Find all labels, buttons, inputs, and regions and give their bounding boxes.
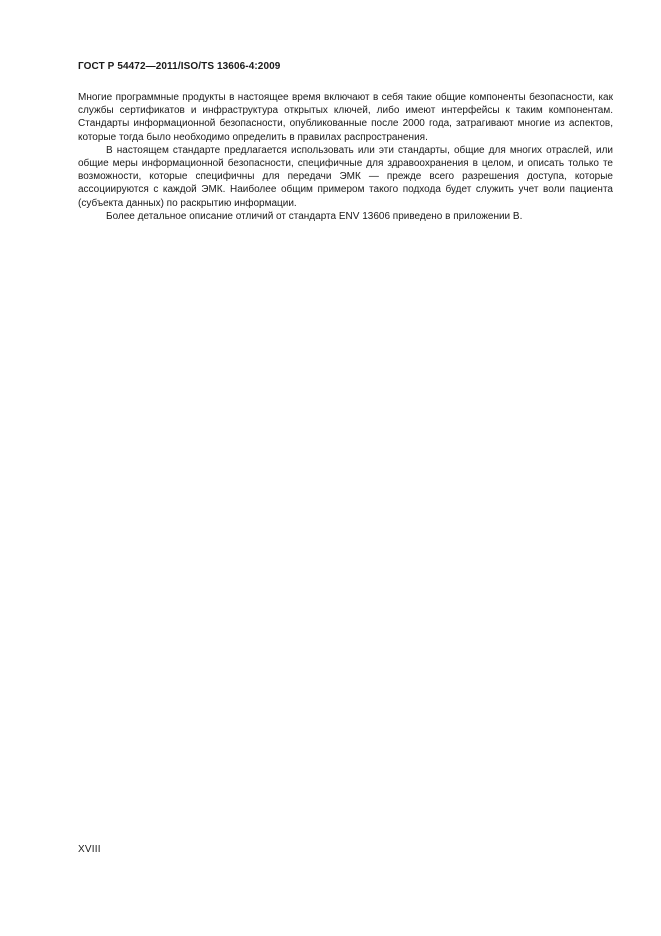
paragraph-1: Многие программные продукты в настоящее время включают в себя такие общие компоненты безопасности, как службы сертификатов и инфраструктура открытых ключей, либо имеют интерфейсы к таким компонентам. Стандарты информационной безопасности, опубликованные после 2000 года, затрагивают многие из аспектов, которые тогда было необходимо определить в правилах распространения. [78, 92, 613, 143]
page-number: XVIII [78, 844, 101, 855]
paragraph-3: Более детальное описание отличий от стандарта ENV 13606 приведено в приложении В. [106, 210, 523, 222]
paragraph-2: В настоящем стандарте предлагается использовать или эти стандарты, общие для многих отраслей, или общие меры информационной безопасности, специфичные для здравоохранения в целом, и описать только те возможности, которые специфичны для передачи ЭМК — прежде всего разрешения доступа, которые ассоциируются с каждой ЭМК. Наиболее общим примером такого подхода будет служить учет воли пациента (субъекта данных) по раскрытию информации. [78, 144, 613, 209]
document-header: ГОСТ Р 54472—2011/ISO/TS 13606-4:2009 [78, 61, 281, 72]
body-text [78, 91, 613, 223]
